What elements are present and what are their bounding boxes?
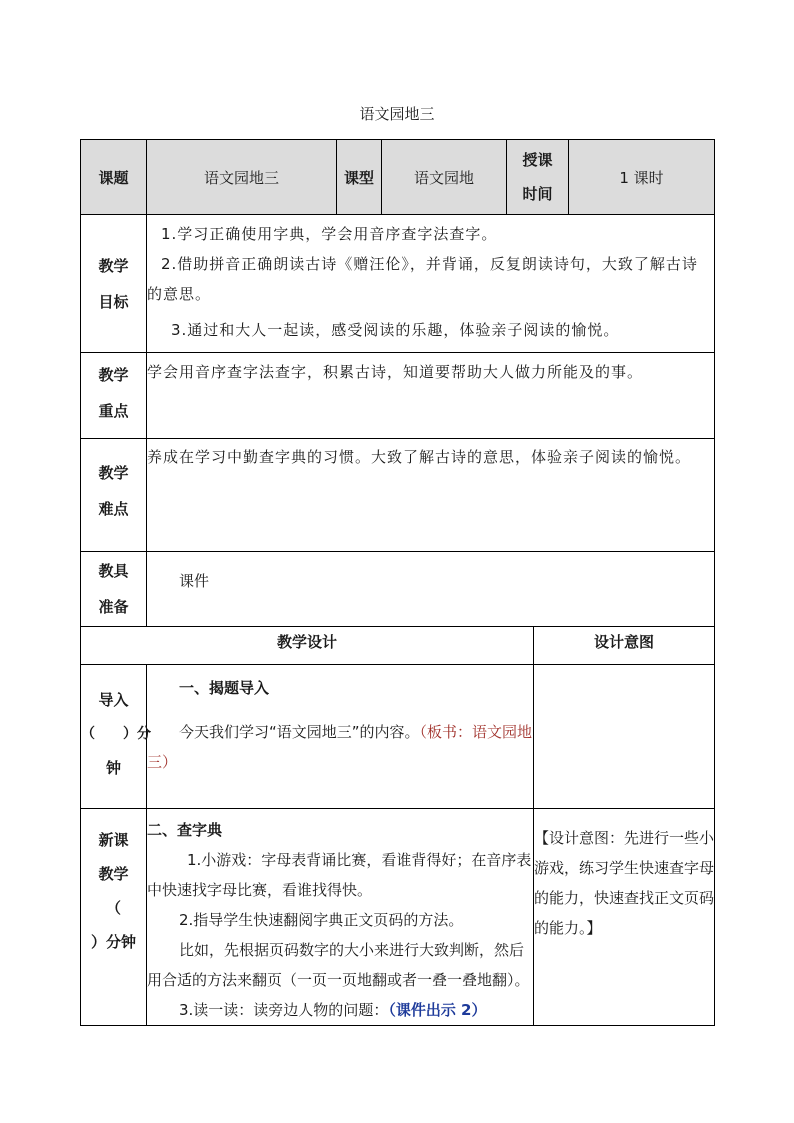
goal-3: 3.通过和大人一起读，感受阅读的乐趣，体验亲子阅读的愉悦。	[171, 321, 620, 339]
type-value: 语文园地	[382, 140, 507, 215]
new-lesson-item-2: 2.指导学生快速翻阅字典正文页码的方法。	[179, 911, 464, 929]
tools-label-line-2: 准备	[98, 598, 129, 616]
key-points-text: 学会用音序查字法查字，积累古诗，知道要帮助大人做力所能及的事。	[147, 363, 644, 381]
intro-row	[81, 665, 715, 809]
tools-label-line-1: 教具	[98, 562, 129, 580]
tools-content	[147, 552, 715, 627]
new-lesson-item-4-note: （课件出示 2）	[388, 1001, 487, 1019]
topic-value: 语文园地三	[147, 140, 337, 215]
goals-label-line-1: 教学	[98, 256, 129, 275]
new-lesson-content	[147, 809, 534, 1026]
intro-paragraph	[147, 717, 533, 777]
time-label-line-1: 授课	[522, 151, 553, 169]
tools-label	[81, 552, 147, 627]
goal-1: 1.学习正确使用字典，学会用音序查字法查字。	[161, 225, 498, 243]
key-points-label	[81, 353, 147, 439]
difficulties-row	[81, 439, 715, 552]
design-header-row	[81, 627, 715, 665]
intro-text: 今天我们学习“语文园地三”的内容。	[179, 723, 420, 741]
new-lesson-item-3: 比如，先根据页码数字的大小来进行大致判断，然后用合适的方法来翻页（一页一页地翻或者一叠一叠地翻）。	[147, 941, 530, 989]
difficulties-label	[81, 439, 147, 552]
goals-label-line-2: 目标	[98, 292, 129, 311]
difficulties-content	[147, 439, 715, 552]
difficulties-label-line-2: 难点	[98, 500, 129, 518]
key-points-label-line-2: 重点	[98, 402, 129, 420]
new-lesson-item-1: 1.小游戏：字母表背诵比赛，看谁背得好；在音序表中快速找字母比赛，看谁找得快。	[147, 851, 532, 899]
lesson-plan-table	[80, 139, 715, 1026]
design-header-left: 教学设计	[81, 627, 534, 665]
goals-label	[81, 215, 147, 353]
intro-label	[81, 665, 151, 809]
intro-label-line-1: 导入	[98, 691, 129, 709]
new-lesson-label-line-4: ）分钟	[90, 933, 136, 951]
new-lesson-intent-text: 【设计意图：先进行一些小游戏，练习学生快速查字母的能力，快速查找正文页码的能力。】	[534, 829, 715, 937]
tools-text: 课件	[179, 572, 210, 590]
new-lesson-label-line-1: 新课	[98, 831, 129, 849]
tools-row	[81, 552, 715, 627]
document-title: 语文园地三	[359, 105, 435, 123]
intro-label-line-2: （ ）分	[81, 726, 151, 742]
key-points-content	[147, 353, 715, 439]
new-lesson-row	[81, 809, 715, 1026]
new-lesson-label-line-2: 教学	[98, 865, 129, 883]
time-value: 1 课时	[569, 140, 715, 215]
topic-label: 课题	[81, 140, 147, 215]
key-points-row	[81, 353, 715, 439]
goals-row	[81, 215, 715, 353]
goals-content	[147, 215, 715, 353]
new-lesson-intent	[534, 809, 715, 1026]
new-lesson-heading: 二、查字典	[147, 821, 223, 839]
time-label-line-2: 时间	[522, 185, 553, 203]
new-lesson-item-4-text: 3.读一读：读旁边人物的问题：	[179, 1001, 389, 1019]
intro-board-note: （板书：语文园地三）	[147, 723, 533, 771]
new-lesson-label	[81, 809, 147, 1026]
type-label: 课型	[337, 140, 382, 215]
time-label	[507, 140, 569, 215]
intro-content	[147, 665, 534, 809]
goal-2: 2.借助拼音正确朗读古诗《赠汪伦》，并背诵，反复朗读诗句，大致了解古诗的意思。	[147, 255, 698, 303]
design-header-right: 设计意图	[534, 627, 715, 665]
new-lesson-label-line-3: （	[105, 899, 121, 917]
intro-label-line-3: 钟	[105, 759, 121, 777]
intro-heading: 一、揭题导入	[179, 679, 270, 697]
difficulties-text: 养成在学习中勤查字典的习惯。大致了解古诗的意思，体验亲子阅读的愉悦。	[147, 448, 692, 466]
intro-intent	[534, 665, 715, 809]
new-lesson-item-4	[147, 995, 533, 1025]
header-row	[81, 140, 715, 215]
difficulties-label-line-1: 教学	[98, 464, 129, 482]
key-points-label-line-1: 教学	[98, 366, 129, 384]
